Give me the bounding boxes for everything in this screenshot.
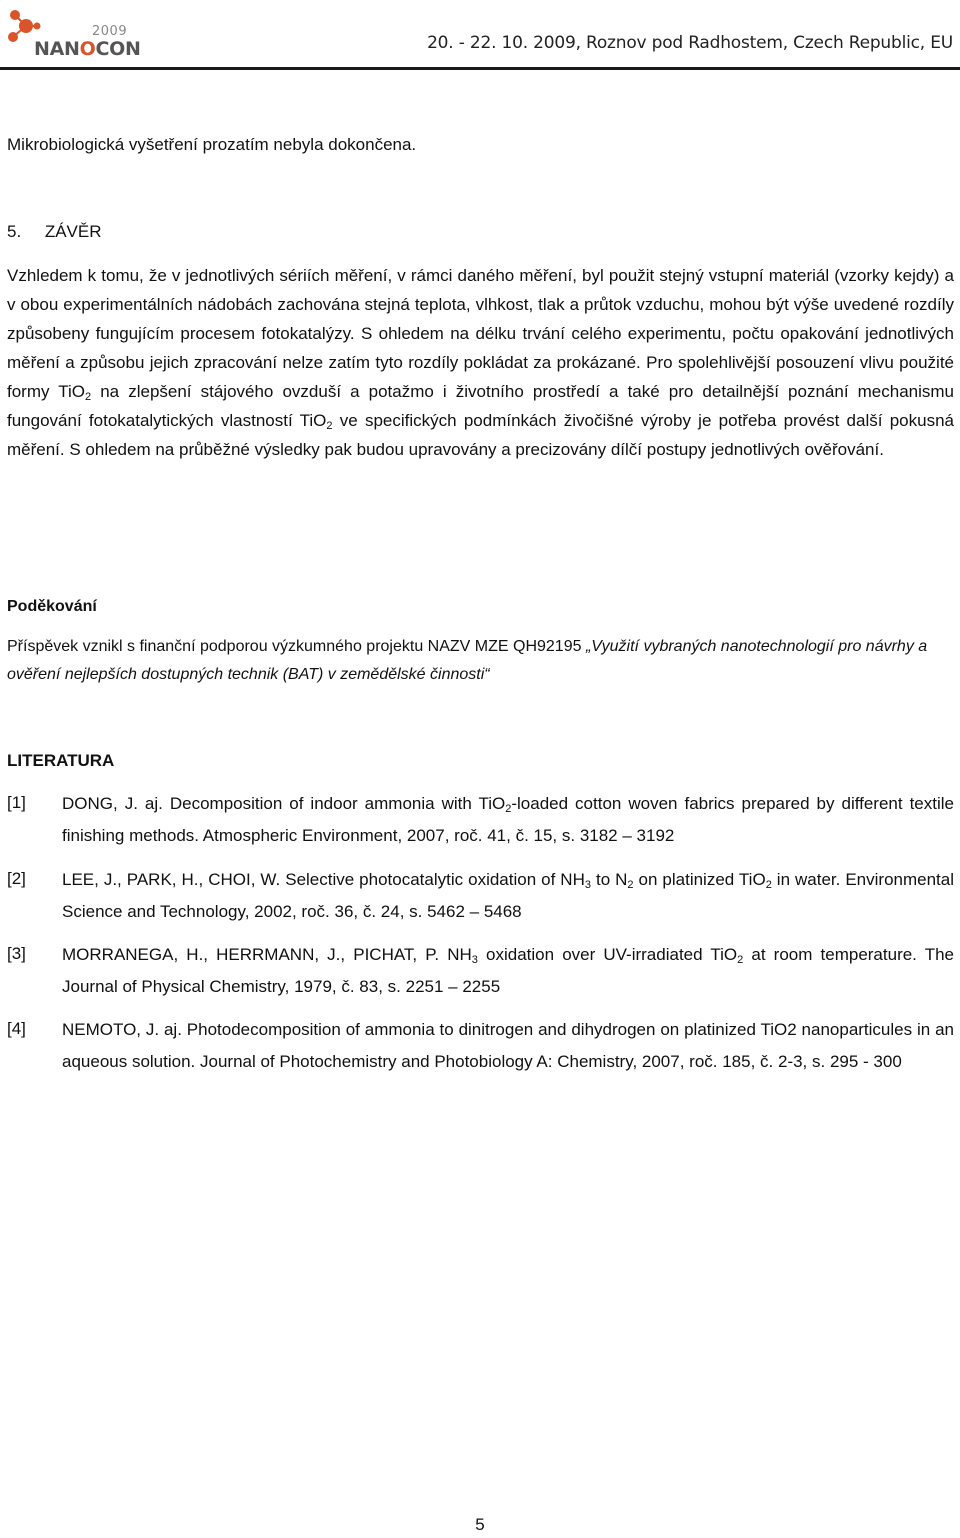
reference-text: NEMOTO, J. aj. Photodecomposition of ammonia to dinitrogen and dihydrogen on platinized TiO2 nanoparticules in an aqueous solution. Journal of Photochemistry and Photobiology A: Chemistry, 2007, roč. 185, č. 2-3, s. 295 - 300: [62, 1020, 954, 1071]
intro-sentence: Mikrobiologická vyšetření prozatím nebyla dokončena.: [7, 135, 417, 154]
reference-number: [4]: [7, 1019, 26, 1038]
page-number: 5: [475, 1515, 485, 1534]
logo-year: 2009: [92, 24, 128, 39]
section-title: ZÁVĚR: [44, 222, 102, 241]
logo-name: NANOCON: [34, 38, 141, 60]
conference-info: 20. - 22. 10. 2009, Roznov pod Radhostem, Czech Republic, EU: [427, 33, 953, 53]
header-divider: [0, 67, 960, 70]
section-number: 5.: [7, 222, 22, 241]
page-header: [0, 0, 960, 70]
reference-number: [2]: [7, 869, 26, 888]
conclusion-paragraph: Vzhledem k tomu, že v jednotlivých sériích měření, v rámci daného měření, byl použit stejný vstupní materiál (vzorky kejdy) a v obou experimentálních nádobách zachována stejná teplota, vlhkost, tlak a průtok vzduchu, mohou být výše uvedené rozdíly způsobeny fungujícím procesem fotokatalýzy. S ohledem na délku trvání celého experimentu, počtu opakování jednotlivých měření a způsobu jejich zpracování nelze zatím tyto rozdíly pokládat za prokázané. Pro spolehlivější posouzení vlivu použité formy TiO$_2$ na zlepšení stájového ovzduší a potažmo i životního prostředí a také pro detailnější poznání mechanismu fungování fotokatalytických vlastností TiO$_2$ ve specifických podmínkách živočišné výroby je potřeba provést další pokusná měření. S ohledem na průběžné výsledky pak budou upravovány a precizovány dílčí postupy jednotlivých ověřování.: [7, 266, 955, 459]
acknowledgement-heading: Poděkování: [7, 598, 97, 615]
acknowledgement-text: Příspěvek vznikl s finanční podporou výzkumného projektu NAZV MZE QH92195 „Využití vybraných nanotechnologií pro návrhy a ověření nejlepších dostupných technik (BAT) v zemědělské činnosti“: [7, 638, 928, 683]
reference-text: LEE, J., PARK, H., CHOI, W. Selective photocatalytic oxidation of $NH_3$ to $N_2$ on platinized TiO$_2$ in water. Environmental Science and Technology, 2002, roč. 36, č. 24, s. 5462 – 5468: [62, 870, 955, 921]
section-heading: [7, 217, 954, 246]
literature-heading: LITERATURA: [7, 751, 115, 770]
reference-number: [1]: [7, 793, 26, 812]
project-title: „Využití vybraných nanotechnologií pro návrhy a ověření nejlepších dostupných technik (BAT) v zemědělské činnosti“: [7, 638, 928, 683]
reference-number: [3]: [7, 944, 26, 963]
reference-text: DONG, J. aj. Decomposition of indoor ammonia with TiO$_2$-loaded cotton woven fabrics prepared by different textile finishing methods. Atmospheric Environment, 2007, roč. 41, č. 15, s. 3182 – 3192: [62, 794, 954, 845]
nanocon-logo: [4, 4, 144, 64]
reference-text: MORRANEGA, H., HERRMANN, J., PICHAT, P. $NH_3$ oxidation over UV-irradiated TiO$_2$ at room temperature. The Journal of Physical Chemistry, 1979, č. 83, s. 2251 – 2255: [62, 945, 954, 996]
